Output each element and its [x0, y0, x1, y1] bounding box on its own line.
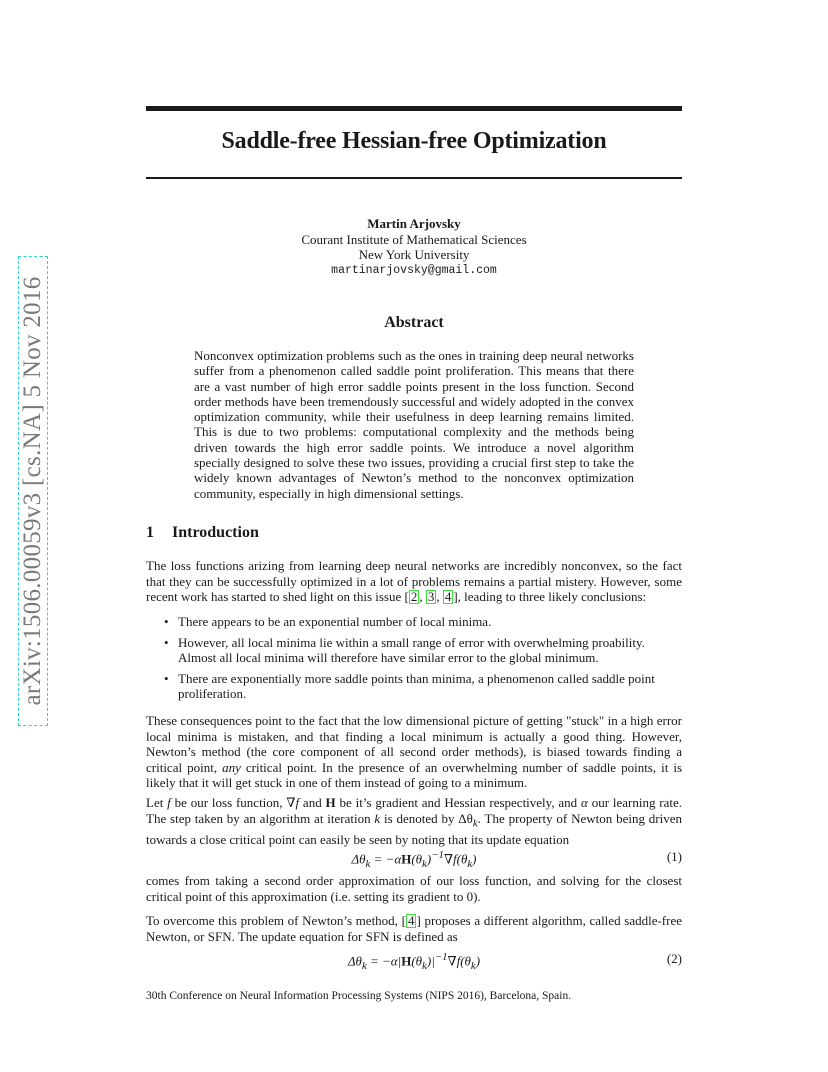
arxiv-identifier: arXiv:1506.00059v3 [cs.NA] 5 Nov 2016 [19, 276, 46, 706]
text-run: The loss functions arizing from learning deep neural networks are incredibly nonconvex, so the fact that they can be successfully optimized in a lot of problems remains a partial mistery. However, some recent work has started to shed light on this issue [ [146, 558, 682, 604]
math-subscript: k [472, 817, 478, 830]
title-bottom-rule [146, 177, 682, 179]
text-run: ] proposes a different algorithm, called saddle-free Newton, or SFN. The update equation for SFN is defined as [146, 913, 682, 944]
section-title: Introduction [172, 524, 259, 541]
intro-paragraph-1: The loss functions arizing from learning deep neural networks are incredibly nonconvex, so the fact that they can be successfully optimized in a lot of problems remains a partial mistery. However, some recent work has started to shed light on this issue [ 2 , 3 , 4 ], leading to three likely conclusions: [146, 558, 682, 604]
author-name: Martin Arjovsky [367, 216, 461, 231]
math-var: H [325, 795, 336, 810]
text-run: These consequences point to the fact that the low dimensional picture of getting "stuck" in a high error local minima is mistaken, and that finding a local minimum is actually a good thing. However, Newton’s method (the core component of all second order methods), is biased towards finding a critical point, [146, 713, 682, 775]
author-affiliation: Courant Institute of Mathematical Sciences [301, 231, 527, 247]
text-run: critical point. In the presence of an overwhelming number of saddle points, it is likely that it will get stuck in one of them instead of going to a minimum. [146, 759, 683, 790]
conclusions-list [164, 614, 682, 707]
citation-link[interactable]: 4 [407, 913, 415, 928]
section-heading [146, 524, 259, 542]
intro-paragraph-3 [146, 795, 682, 847]
text-run: is denoted by Δθ [380, 810, 473, 826]
author-block [146, 216, 682, 278]
text-run: . The property of Newton being driven towards a close critical point can easily be seen by noting that its update equation [146, 810, 682, 847]
equation-number: (1) [666, 849, 682, 864]
text-run: To overcome this problem of Newton’s method, [ [146, 913, 406, 928]
citation-link[interactable]: 2 [410, 589, 418, 604]
math-var: α [581, 795, 588, 810]
bullet-icon: • [164, 670, 169, 686]
emphasis: any [222, 759, 241, 775]
list-item [164, 634, 682, 666]
text-run: ], leading to three likely conclusions: [453, 589, 647, 604]
citation-link[interactable]: 4 [444, 589, 452, 604]
list-item [164, 614, 682, 630]
citation-link[interactable]: 3 [427, 589, 435, 604]
math-var: k [374, 810, 381, 826]
text-run: our learning rate. The step taken by an algorithm at iteration [146, 795, 683, 826]
text-run: Let [146, 795, 168, 810]
text-run: be our loss function, ∇ [170, 795, 296, 810]
list-item-text: There appears to be an exponential number of local minima. [178, 614, 492, 629]
bullet-icon: • [164, 634, 169, 650]
arxiv-stamp[interactable] [18, 256, 48, 726]
abstract-heading: Abstract [384, 314, 444, 331]
conference-footnote: 30th Conference on Neural Information Processing Systems (NIPS 2016), Barcelona, Spain. [146, 990, 572, 1002]
list-item [164, 670, 682, 702]
equation-2 [146, 951, 682, 972]
section-number: 1 [146, 524, 154, 541]
math-var: f [295, 795, 300, 810]
equation-expression: $\Delta\theta_k = -\alpha|H(\theta_k)|^{-1}\nabla f(\theta_k)$ [347, 951, 481, 972]
math-var: f [167, 795, 171, 810]
bullet-icon: • [164, 614, 169, 629]
list-item-text: There are exponentially more saddle points than minima, a phenomenon called saddle point proliferation. [178, 670, 655, 701]
equation-expression: $\Delta\theta_k = -\alpha H(\theta_k)^{-1}\nabla f(\theta_k)$ [351, 849, 477, 870]
paper-title: Saddle-free Hessian-free Optimization [221, 128, 607, 154]
text-run: be it’s gradient and Hessian respectively, and [335, 795, 582, 810]
equation-number: (2) [666, 951, 682, 966]
author-email: martinarjovsky@gmail.com [331, 263, 497, 277]
text-run: and [299, 795, 326, 810]
intro-paragraph-4: comes from taking a second order approximation of our loss function, and solving for the closest critical point of this approximation (i.e. setting its gradient to 0). [146, 873, 682, 904]
intro-paragraph-2 [146, 713, 682, 791]
list-item-text: However, all local minima lie within a small range of error with overwhelming proability. Almost all local minima will therefore have similar error to the global minimum. [178, 634, 645, 665]
author-university: New York University [358, 247, 470, 262]
equation-1 [146, 849, 682, 870]
abstract-text: Nonconvex optimization problems such as the ones in training deep neural networks suffer from a phenomenon called saddle point proliferation. This means that there are a vast number of high error saddle points present in the loss function. Second order methods have been tremendously successful and widely adopted in the convex optimization community, while their usefulness in deep learning remains limited. This is due to two problems: computational complexity and the methods being driven towards the high error saddle points. We introduce a novel algorithm specially designed to solve these two issues, providing a crucial first step to take the widely known advantages of Newton’s method to the nonconvex optimization community, especially in high dimensional settings. [194, 348, 634, 501]
intro-paragraph-5 [146, 913, 682, 944]
title-top-rule [146, 106, 682, 111]
